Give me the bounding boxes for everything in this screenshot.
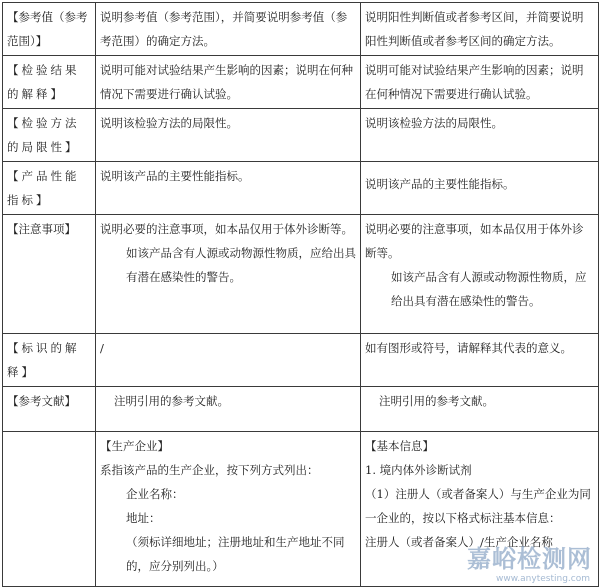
table-row bbox=[3, 109, 599, 162]
cell-text bbox=[361, 215, 599, 334]
table-row bbox=[3, 215, 599, 334]
paragraph: 如有图形或符号，请解释其代表的意义。 bbox=[365, 341, 572, 355]
cell-text bbox=[361, 56, 599, 109]
paragraph: 企业名称： bbox=[126, 487, 184, 501]
paragraph: 说明必要的注意事项，如本品仅用于体外诊断等。 bbox=[365, 222, 584, 260]
paragraph: 注明引用的参考文献。 bbox=[114, 394, 229, 408]
section-heading: 【生产企业】 bbox=[100, 439, 169, 453]
paragraph: 说明可能对试验结果产生影响的因素；说明在何种情况下需要进行确认试验。 bbox=[100, 63, 353, 101]
table-row bbox=[3, 56, 599, 109]
paragraph: 说明该检验方法的局限性。 bbox=[100, 116, 238, 130]
row-label: 【检验结果的解释】 bbox=[3, 56, 96, 109]
cell-text bbox=[361, 387, 599, 432]
paragraph: 说明该产品的主要性能指标。 bbox=[365, 177, 515, 191]
paragraph: 说明必要的注意事项，如本品仅用于体外诊断等。 bbox=[100, 222, 353, 236]
cell-text bbox=[361, 162, 599, 215]
watermark-logo: 嘉峪检测网 bbox=[467, 545, 592, 573]
row-label: 【检验方法的局限性】 bbox=[3, 109, 96, 162]
cell-text bbox=[96, 334, 361, 387]
table-row bbox=[3, 3, 599, 56]
instructions-table bbox=[2, 2, 599, 587]
cell-text bbox=[96, 56, 361, 109]
paragraph: （1）注册人（或者备案人）与生产企业为同一企业的，按以下格式标注基本信息： bbox=[365, 487, 591, 525]
paragraph: 地址： bbox=[126, 511, 161, 525]
cell-text bbox=[361, 3, 599, 56]
table-row bbox=[3, 334, 599, 387]
paragraph: / bbox=[100, 341, 104, 355]
paragraph: 注明引用的参考文献。 bbox=[379, 394, 494, 408]
table-row bbox=[3, 387, 599, 432]
paragraph: （须标详细地址；注册地址和生产地址不同的，应分别列出。） bbox=[126, 535, 345, 573]
cell-text bbox=[96, 162, 361, 215]
table-row bbox=[3, 162, 599, 215]
paragraph: 说明参考值（参考范围），并简要说明参考值（参考范围）的确定方法。 bbox=[100, 10, 348, 48]
paragraph: 注册人（或者备案人）/生产企业名称 bbox=[365, 535, 553, 549]
paragraph: 系指该产品的生产企业，按下列方式列出： bbox=[100, 463, 319, 477]
section-heading: 【基本信息】 bbox=[365, 439, 434, 453]
cell-text bbox=[96, 215, 361, 334]
cell-text bbox=[96, 432, 361, 587]
paragraph: 说明该产品的主要性能指标。 bbox=[100, 169, 250, 183]
paragraph: 说明该检验方法的局限性。 bbox=[365, 116, 503, 130]
row-label: 【参考文献】 bbox=[3, 387, 96, 432]
paragraph: 如该产品含有人源或动物源性物质，应给出具有潜在感染性的警告。 bbox=[391, 270, 587, 308]
row-label: 【参考值（参考范围）】 bbox=[3, 3, 96, 56]
cell-text bbox=[96, 3, 361, 56]
cell-text bbox=[361, 334, 599, 387]
paragraph: 说明阳性判断值或者参考区间，并简要说明阳性判断值或者参考区间的确定方法。 bbox=[365, 10, 584, 48]
row-label: 【注意事项】 bbox=[3, 215, 96, 334]
cell-text bbox=[96, 387, 361, 432]
row-label bbox=[3, 432, 96, 587]
row-label: 【标识的解释】 bbox=[3, 334, 96, 387]
row-label: 【产品性能指标】 bbox=[3, 162, 96, 215]
cell-text bbox=[361, 109, 599, 162]
cell-text bbox=[96, 109, 361, 162]
paragraph: 如该产品含有人源或动物源性物质，应给出具有潜在感染性的警告。 bbox=[126, 246, 356, 284]
watermark-url: www.anytesting.com bbox=[496, 574, 590, 584]
paragraph: 说明可能对试验结果产生影响的因素；说明在何种情况下需要进行确认试验。 bbox=[365, 63, 584, 101]
paragraph: 1. 境内体外诊断试剂 bbox=[365, 463, 472, 477]
